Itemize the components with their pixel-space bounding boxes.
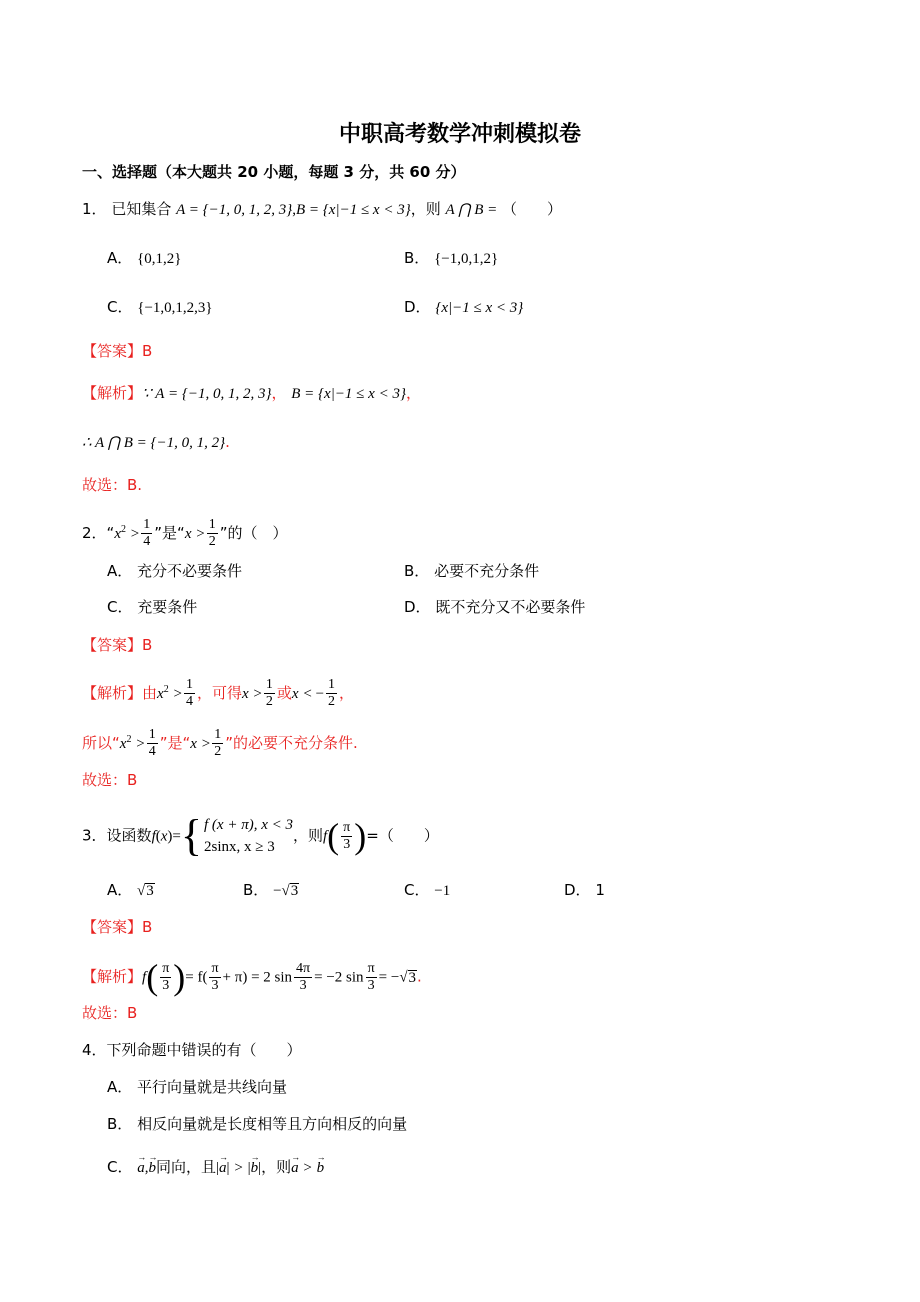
option-label: C． xyxy=(107,1158,133,1176)
comma: ， xyxy=(339,684,355,702)
answer-label: 【答案】 xyxy=(82,636,143,654)
q3-option-b: B． −√3 xyxy=(243,881,299,899)
option-value: 1 xyxy=(595,881,605,899)
period: . xyxy=(417,967,422,986)
answer-value: B xyxy=(142,342,153,360)
gt-sign: > xyxy=(130,526,140,542)
q1-analysis-line2-end: . xyxy=(225,433,230,451)
fraction-one-quarter xyxy=(147,727,158,760)
word-can: ，可得 xyxy=(196,684,242,702)
eq-neg: = − xyxy=(378,969,400,986)
option-value: {−1,0,1,2} xyxy=(434,251,499,267)
fraction-one-half xyxy=(207,517,218,550)
word-by: 由 xyxy=(142,684,158,702)
vector-b: → b xyxy=(251,1158,259,1178)
vector-b: → b xyxy=(149,1158,157,1178)
option-value: {x|−1 ≤ x < 3} xyxy=(435,300,524,316)
question-1 xyxy=(82,199,562,220)
q1-analysis-line2 xyxy=(82,432,230,453)
question-2 xyxy=(82,517,288,550)
fraction-pi-third xyxy=(366,961,377,994)
piecewise-cases xyxy=(204,814,293,858)
gt-sign: > xyxy=(303,1160,312,1176)
numerator: 4π xyxy=(296,960,311,976)
option-value: 既不充分又不必要条件 xyxy=(435,598,586,616)
vector-a: → a xyxy=(291,1158,299,1178)
numerator: 1 xyxy=(208,517,216,532)
analysis-label: 【解析】 xyxy=(82,684,143,702)
numerator: π xyxy=(211,960,219,976)
question-3: 3．设函数f(x)={ f (x + π), x < 3 2sinx, x ≥ 3 ，则f( $\frac{\pi}{3}$ )=（ ） xyxy=(82,811,439,860)
quote-open: “ xyxy=(182,734,191,752)
gt-sign: > xyxy=(234,1160,243,1176)
word-then: ，则 xyxy=(261,1158,292,1176)
var-x: x xyxy=(184,526,192,542)
fraction-pi-third xyxy=(209,961,220,994)
var-x: x xyxy=(190,736,197,752)
quote-open: “ xyxy=(177,524,185,542)
q4-number: 4． xyxy=(82,1041,107,1059)
word-or: 或 xyxy=(276,684,292,702)
quote-close: ” xyxy=(225,734,233,752)
q1-option-d xyxy=(404,297,523,318)
answer-label: 【答案】 xyxy=(82,918,143,936)
q4-option-b xyxy=(107,1114,407,1134)
q1-analysis-end: ， xyxy=(405,384,421,402)
analysis-label: 【解析】 xyxy=(82,967,143,986)
choose-label: 故选： xyxy=(82,1004,128,1022)
option-label: C． xyxy=(107,298,133,316)
q1-analysis-sep: ， xyxy=(271,384,287,402)
option-label: D． xyxy=(404,298,431,316)
option-label: A． xyxy=(107,881,133,899)
denominator: 4 xyxy=(148,744,156,759)
gt-sign: > xyxy=(196,526,205,542)
q2-number: 2． xyxy=(82,524,107,542)
eq-f: = f( xyxy=(185,969,208,986)
quote-open: “ xyxy=(106,524,115,542)
gt-sign: > xyxy=(173,686,182,702)
choose-value: B xyxy=(127,771,138,789)
option-label: C． xyxy=(107,598,133,616)
q2-analysis xyxy=(82,677,354,710)
numerator: 1 xyxy=(214,727,222,742)
comma: , xyxy=(144,1160,149,1176)
word-therefore: 所以 xyxy=(82,734,113,752)
vector-b: → b xyxy=(317,1158,325,1178)
option-value: {−1,0,1,2,3} xyxy=(137,300,213,316)
var-x: x xyxy=(291,686,299,702)
section-heading: 一、选择题（本大题共 20 小题，每题 3 分，共 60 分） xyxy=(82,163,466,181)
q3-answer xyxy=(82,917,152,937)
denominator: 2 xyxy=(328,694,336,709)
left-brace: { xyxy=(180,811,202,860)
denominator: 4 xyxy=(143,534,151,549)
q1-analysis-b: B = {x|−1 ≤ x < 3} xyxy=(291,386,406,402)
denominator: 3 xyxy=(367,977,375,993)
case-2: 2sinx, x ≥ 3 xyxy=(204,839,275,855)
answer-label: 【答案】 xyxy=(82,342,143,360)
var-x: x xyxy=(119,736,127,752)
q3-blank: =（ ） xyxy=(366,826,439,845)
quote-open: “ xyxy=(112,734,120,752)
option-label: B． xyxy=(107,1115,133,1133)
superscript: 2 xyxy=(126,734,132,745)
sqrt-value: 3 xyxy=(408,969,417,986)
q2-option-d xyxy=(404,597,585,617)
paren-open: ( xyxy=(327,816,340,856)
q1-number: 1． xyxy=(82,200,107,218)
q1-analysis-result: ∴ A ⋂ B = {−1, 0, 1, 2} xyxy=(82,435,226,451)
q1-answer xyxy=(82,341,152,361)
fraction-one-half xyxy=(264,677,275,710)
q1-expr: A ⋂ B = xyxy=(445,202,498,218)
option-value: 相反向量就是长度相等且方向相反的向量 xyxy=(137,1115,408,1133)
q4-option-c: C． → a,→ b同向，且|→ a| > |→ b|，则→ a > → b xyxy=(107,1157,324,1178)
q2-tail: 的（ ） xyxy=(227,524,288,542)
option-value: 平行向量就是共线向量 xyxy=(137,1078,288,1096)
fraction-pi-third xyxy=(160,961,171,994)
q1-comma: , xyxy=(292,202,297,218)
conclusion-tail: 的必要不充分条件. xyxy=(233,734,358,752)
q1-option-c xyxy=(107,297,213,318)
denominator: 4 xyxy=(185,694,193,709)
word-is: 是 xyxy=(167,734,183,752)
numerator: π xyxy=(367,960,375,976)
option-label: B． xyxy=(404,562,430,580)
choose-label: 故选： xyxy=(82,476,128,494)
option-label: A． xyxy=(107,562,133,580)
q2-option-b xyxy=(404,561,539,581)
option-value: 必要不充分条件 xyxy=(434,562,540,580)
fraction-one-half xyxy=(326,677,337,710)
func-f: f xyxy=(142,969,147,986)
fraction-four-pi-third xyxy=(294,961,312,994)
q3-option-a: A． √3 xyxy=(107,881,154,899)
denominator: 2 xyxy=(214,744,222,759)
option-label: C． xyxy=(404,881,430,899)
answer-value: B xyxy=(142,636,153,654)
sqrt-value: 3 xyxy=(290,883,299,899)
numerator: 1 xyxy=(328,677,336,692)
analysis-label: 【解析】 xyxy=(82,384,143,402)
gt-sign: > xyxy=(253,686,262,702)
quote-close: ” xyxy=(159,734,168,752)
choose-value: B. xyxy=(127,476,143,494)
q3-option-d xyxy=(564,880,605,900)
answer-value: B xyxy=(142,918,153,936)
var-x: x xyxy=(157,686,164,702)
fraction-pi-third xyxy=(341,820,352,853)
option-label: A． xyxy=(107,249,133,267)
var-x: x xyxy=(241,686,249,702)
q3-choose xyxy=(82,1003,137,1023)
numerator: 1 xyxy=(143,517,151,532)
q1-set-b: B = {x|−1 ≤ x < 3} xyxy=(296,202,411,218)
denominator: 2 xyxy=(265,694,273,709)
q1-set-a: A = {−1, 0, 1, 2, 3} xyxy=(176,202,293,218)
option-label: D． xyxy=(564,881,591,899)
question-4 xyxy=(82,1040,302,1060)
q1-option-b xyxy=(404,248,498,269)
fraction-one-half xyxy=(212,727,223,760)
denominator: 3 xyxy=(211,977,219,993)
numerator: 1 xyxy=(265,677,273,692)
q3-option-c xyxy=(404,880,450,901)
word-is: 是 xyxy=(162,524,178,542)
q1-text: 已知集合 xyxy=(111,200,172,218)
numerator: π xyxy=(343,819,351,835)
q2-choose xyxy=(82,770,137,790)
q1-option-a xyxy=(107,248,181,269)
page-title: 中职高考数学冲刺模拟卷 xyxy=(338,122,581,147)
q3-analysis: 【解析】f( $\frac{\pi}{3}$ )= f( $\frac{\pi}{3}$ + π) = 2 sin $\frac{4\pi}{3}$ = −2 sin $\frac{\pi}{3}$ = −√3. xyxy=(82,957,422,997)
paren-close: ) xyxy=(173,957,186,997)
superscript: 2 xyxy=(163,684,169,695)
option-label: A． xyxy=(107,1078,133,1096)
q3-number: 3． xyxy=(82,826,107,845)
sqrt-value: 3 xyxy=(146,883,154,899)
option-value: 充分不必要条件 xyxy=(137,562,243,580)
choose-value: B xyxy=(127,1004,138,1022)
option-label: D． xyxy=(404,598,431,616)
plus-pi-sin: + π) = 2 sin xyxy=(222,969,293,986)
numerator: 1 xyxy=(148,727,156,742)
option-value: 充要条件 xyxy=(137,598,198,616)
q4-option-a xyxy=(107,1077,287,1097)
quote-close: ” xyxy=(219,524,228,542)
q1-analysis xyxy=(82,383,421,404)
q1-text-mid: ，则 xyxy=(410,200,441,218)
paren-open: ( xyxy=(146,957,159,997)
q2-answer xyxy=(82,635,152,655)
q1-choose xyxy=(82,475,142,495)
word-then: ，则 xyxy=(292,826,323,845)
case-1: f (x + π), x < 3 xyxy=(204,817,293,833)
denominator: 3 xyxy=(162,977,170,993)
vector-a: → a xyxy=(137,1158,145,1178)
q2-conclusion xyxy=(82,727,358,760)
option-label: B． xyxy=(243,881,269,899)
var-x: x xyxy=(160,828,168,845)
gt-sign: > xyxy=(201,736,211,752)
same-direction-text: 同向，且 xyxy=(156,1158,217,1176)
eq-sign: = xyxy=(172,828,181,845)
paren-close: ) xyxy=(354,816,367,856)
neg-two-sin: = −2 sin xyxy=(314,969,364,986)
denominator: 3 xyxy=(299,977,307,993)
option-label: B． xyxy=(404,249,430,267)
gt-sign: > xyxy=(136,736,145,752)
q1-analysis-a: ∵ A = {−1, 0, 1, 2, 3} xyxy=(142,386,272,402)
minus-sign: − xyxy=(273,883,282,899)
fraction-one-quarter xyxy=(184,677,195,710)
option-value: −1 xyxy=(434,883,451,899)
choose-label: 故选： xyxy=(82,771,128,789)
lt-neg-sign: < − xyxy=(303,686,325,702)
q3-text: 设函数 xyxy=(106,826,152,845)
vector-a: → a xyxy=(219,1158,227,1178)
q1-blank: （ ） xyxy=(502,200,563,218)
quote-close: ” xyxy=(154,524,163,542)
numerator: π xyxy=(162,960,170,976)
numerator: 1 xyxy=(185,677,193,692)
q2-option-a xyxy=(107,561,242,581)
denominator: 3 xyxy=(343,836,351,852)
func-f: f xyxy=(323,828,328,845)
superscript: 2 xyxy=(121,524,126,535)
q4-text: 下列命题中错误的有（ ） xyxy=(106,1041,302,1059)
fraction-one-quarter xyxy=(141,517,152,550)
q2-option-c xyxy=(107,597,197,617)
option-value: {0,1,2} xyxy=(137,251,182,267)
var-x: x xyxy=(114,526,121,542)
func-f: f xyxy=(151,828,156,845)
denominator: 2 xyxy=(208,534,216,549)
